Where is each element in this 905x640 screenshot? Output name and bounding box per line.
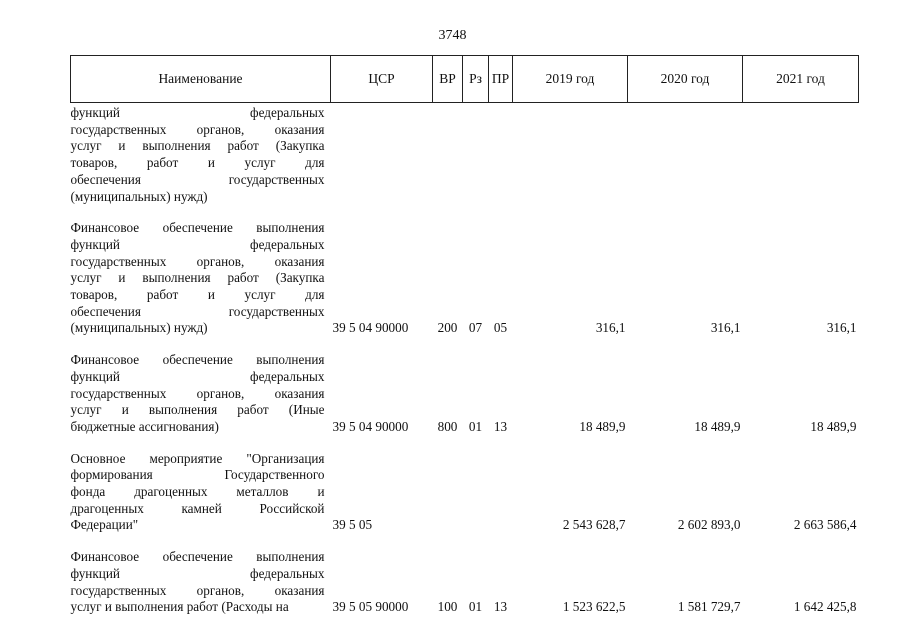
row-rz: 07 bbox=[468, 320, 483, 336]
row-name-line: услуг и выполнения работ (Расходы на bbox=[70, 599, 289, 615]
table-row bbox=[71, 549, 859, 631]
row-name-line: товаров, работ и услуг для bbox=[70, 155, 325, 171]
header-name: Наименование bbox=[71, 56, 331, 103]
row-name-line: бюджетные ассигнования) bbox=[70, 418, 219, 434]
row-name-line: (муниципальных) нужд) bbox=[70, 320, 208, 336]
row-name-line: фонда драгоценных металлов и bbox=[70, 484, 325, 500]
row-pr: 13 bbox=[493, 599, 508, 615]
row-name-line: формирования Государственного bbox=[70, 467, 325, 483]
row-csr: 39 5 04 90000 bbox=[332, 418, 409, 434]
row-name-line: Федерации" bbox=[70, 517, 139, 533]
row-amount-2019 bbox=[513, 103, 628, 221]
row-name-line: государственных органов, оказания bbox=[70, 253, 325, 269]
row-name-line: услуг и выполнения работ (Закупка bbox=[70, 270, 325, 286]
row-name-line: государственных органов, оказания bbox=[70, 582, 325, 598]
row-amount-2020 bbox=[628, 103, 743, 221]
row-amount-2020: 316,1 bbox=[710, 320, 741, 336]
row-name-line: обеспечения государственных bbox=[70, 171, 325, 187]
budget-table bbox=[70, 55, 859, 631]
page-number: 3748 bbox=[438, 28, 467, 43]
row-pr bbox=[489, 451, 513, 550]
table-header-row bbox=[71, 56, 859, 103]
row-vr: 100 bbox=[437, 599, 458, 615]
row-vr bbox=[433, 451, 463, 550]
row-rz: 01 bbox=[468, 599, 483, 615]
row-csr bbox=[331, 103, 433, 221]
row-name-line: функций федеральных bbox=[70, 565, 325, 581]
row-name-line: государственных органов, оказания bbox=[70, 385, 325, 401]
row-name-line: Финансовое обеспечение выполнения bbox=[70, 220, 325, 236]
row-amount-2021: 316,1 bbox=[826, 320, 857, 336]
row-amount-2020: 2 602 893,0 bbox=[677, 517, 741, 533]
row-vr bbox=[433, 103, 463, 221]
row-vr: 200 bbox=[437, 320, 458, 336]
row-rz bbox=[463, 451, 489, 550]
row-vr: 800 bbox=[437, 418, 458, 434]
row-rz bbox=[463, 103, 489, 221]
row-name-line: (муниципальных) нужд) bbox=[70, 188, 208, 204]
row-amount-2019: 1 523 622,5 bbox=[562, 599, 626, 615]
row-amount-2020: 1 581 729,7 bbox=[677, 599, 741, 615]
row-amount-2020: 18 489,9 bbox=[694, 418, 741, 434]
row-amount-2019: 18 489,9 bbox=[579, 418, 626, 434]
row-name-line: Финансовое обеспечение выполнения bbox=[70, 352, 325, 368]
row-csr: 39 5 04 90000 bbox=[332, 320, 409, 336]
table-row bbox=[71, 220, 859, 352]
row-name bbox=[71, 220, 331, 352]
row-name-line: обеспечения государственных bbox=[70, 303, 325, 319]
row-csr: 39 5 05 bbox=[332, 517, 373, 533]
header-csr: ЦСР bbox=[331, 56, 433, 103]
row-name-line: драгоценных камней Российской bbox=[70, 500, 325, 516]
header-2021: 2021 год bbox=[743, 56, 859, 103]
row-name bbox=[71, 103, 331, 221]
row-name-line: функций федеральных bbox=[70, 236, 325, 252]
row-pr: 05 bbox=[493, 320, 508, 336]
row-name-line: услуг и выполнения работ (Закупка bbox=[70, 138, 325, 154]
row-amount-2019: 316,1 bbox=[595, 320, 626, 336]
row-name-line: услуг и выполнения работ (Иные bbox=[70, 402, 325, 418]
table-row bbox=[71, 352, 859, 451]
row-name bbox=[71, 352, 331, 451]
row-amount-2021: 18 489,9 bbox=[810, 418, 857, 434]
row-pr: 13 bbox=[493, 418, 508, 434]
header-pr: ПР bbox=[489, 56, 513, 103]
row-rz: 01 bbox=[468, 418, 483, 434]
row-name-line: функций федеральных bbox=[70, 368, 325, 384]
row-name bbox=[71, 549, 331, 631]
row-amount-2021 bbox=[743, 103, 859, 221]
row-amount-2021: 1 642 425,8 bbox=[793, 599, 857, 615]
row-name-line: товаров, работ и услуг для bbox=[70, 287, 325, 303]
row-amount-2019: 2 543 628,7 bbox=[562, 517, 626, 533]
row-name-line: функций федеральных bbox=[70, 105, 325, 120]
row-pr bbox=[489, 103, 513, 221]
row-name-line: Основное мероприятие "Организация bbox=[70, 450, 325, 466]
row-amount-2021: 2 663 586,4 bbox=[793, 517, 857, 533]
table-row bbox=[71, 103, 859, 221]
header-2020: 2020 год bbox=[628, 56, 743, 103]
row-name bbox=[71, 451, 331, 550]
header-vr: ВР bbox=[433, 56, 463, 103]
table-body bbox=[71, 103, 859, 631]
header-2019: 2019 год bbox=[513, 56, 628, 103]
row-name-line: Финансовое обеспечение выполнения bbox=[70, 549, 325, 565]
row-name-line: государственных органов, оказания bbox=[70, 121, 325, 137]
row-csr: 39 5 05 90000 bbox=[332, 599, 409, 615]
table-row bbox=[71, 451, 859, 550]
header-rz: Рз bbox=[463, 56, 489, 103]
